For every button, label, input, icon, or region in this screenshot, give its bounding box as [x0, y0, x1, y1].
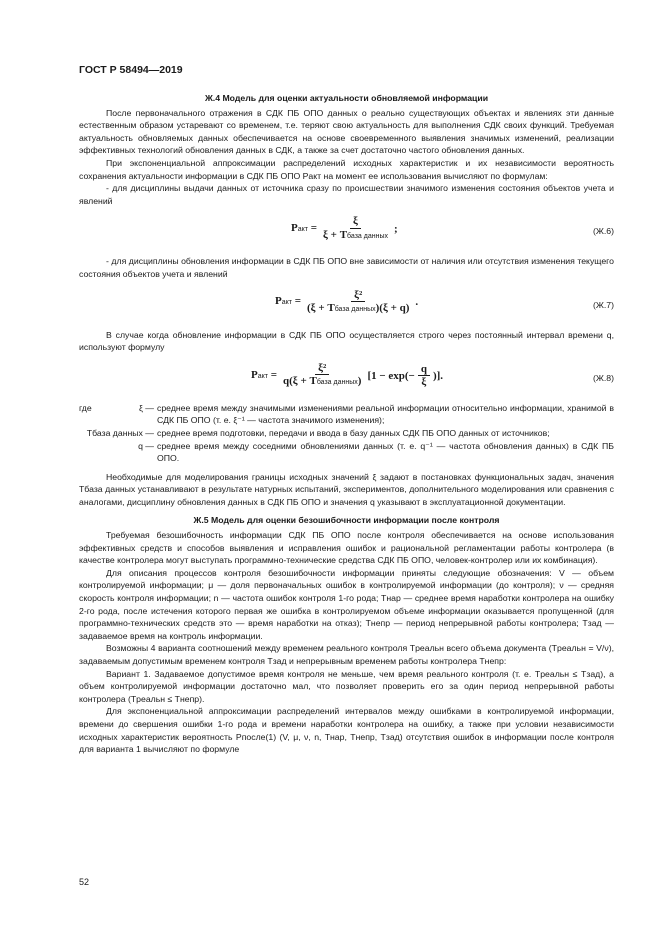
- paragraph: Требуемая безошибочность информации СДК ПБ ОПО после контроля обеспечивается на основе использования эффективных средств и способов выявления и исправления ошибок и рациональной регламентации работы контролера (в качестве контролера могут выступать программно-технические средства СДК ПБ ОПО, человек-контролер или их комбинация).: [79, 530, 614, 566]
- paragraph: После первоначального отражения в СДК ПБ ОПО данных о реально существующих объектах и явлениях эти данные естественным образом устаревают со временем, т.е. теряют свою актуальность для выполнения СДК своих функций. Требуемая актуальность обновляемых данных обеспечивается на основе своевременного выявления значимых изменений, реализации эффективных технологий обновления данных в СДК, а также за счет достаточно частого обновления данных.: [79, 107, 614, 156]
- formula-number: (Ж.7): [592, 299, 614, 310]
- document-body: [79, 92, 614, 756]
- paragraph: - для дисциплины выдачи данных от источника сразу по происшествии значимого изменения состояния объектов учета и явлений: [79, 183, 614, 206]
- symbol: Tбаза данных —: [86, 427, 154, 438]
- symbol-description: среднее время между значимыми изменениями реальной информации относительно информации, хранимой в СДК ПБ ОПО (т. е. ξ⁻¹ — частота значимого изменения);: [157, 402, 614, 426]
- symbol-description: среднее время подготовки, передачи и ввода в базу данных СДК ПБ ОПО данных от источников;: [157, 427, 550, 438]
- paragraph: - для дисциплины обновления информации в СДК ПБ ОПО вне зависимости от наличия или отсутствия изменения текущего состояния объектов учета и явлений: [79, 256, 614, 279]
- paragraph: Для описания процессов контроля безошибочности информации приняты следующие обозначения: V — объем контролируемой информации; μ — доля первоначальных ошибок в контролируемой информации (до контроля); ν — средняя скорость контроля информации; n — частота ошибок контроля 1-го рода; Tнар — среднее время наработки контролера на ошибку 2-го рода, после истечения которого первая же ошибка в контролируемом объеме информации оказывается пропущенной (для программно-технических средств это — время наработки на отказ); Tнепр — период непрерывной работы контролера; Tзад — задаваемое время на контроль информации.: [79, 567, 614, 641]
- section-heading-zh4: Ж.4 Модель для оценки актуальности обновляемой информации: [204, 93, 489, 103]
- document-header: ГОСТ Р 58494—2019: [79, 64, 183, 76]
- paragraph: Возможны 4 варианта соотношений между временем реального контроля Tреальн всего объема документа (Tреальн = V/ν), задаваемым допустимым временем контроля Tзад и непрерывным временем работы контролера Tнепр:: [79, 643, 614, 666]
- paragraph: Вариант 1. Задаваемое допустимое время контроля не меньше, чем время реального контроля (т. е. Tреальн ≤ Tзад), а объем контролируемой информации достаточно мал, что позволяет проверить его за один период непрерывной работы контролера (Tреальн ≤ Tнепр).: [79, 668, 614, 704]
- formula-number: (Ж.6): [592, 226, 614, 237]
- paragraph: Необходимые для моделирования границы исходных значений ξ задают в постановках функциональных задач, значения Tбаза данных устанавливают в результате натурных испытаний, экспериментов, дополнительного моделирования или сравнения с аналогами, дисциплину обновления данных в СДК ПБ ОПО и значения q указывают в эксплуатационной документации.: [79, 471, 614, 507]
- page-number: 52: [79, 877, 90, 887]
- formula-zh8: Pакт = $\frac{\text{ξ²}}{\text{q(ξ + Tбаза данных)}}$ [1 − exp(− $\frac{q}{\xi}$ )]. (Ж.8): [251, 361, 614, 389]
- symbol-definitions: [79, 402, 614, 465]
- paragraph: При экспоненциальной аппроксимации распределений исходных характеристик и их независимости вероятность сохранения актуальности информации в СДК ПБ ОПО Pакт на момент ее использования вычисляют по формулам:: [79, 157, 614, 181]
- section-heading-zh5: Ж.5 Модель для оценки безошибочности информации после контроля: [193, 515, 500, 526]
- formula-zh6: Pакт = $\frac{\xi}{\text{ξ + Tбаза данных}}$ ; (Ж.6): [291, 215, 614, 241]
- symbol-description: среднее время между соседними обновлениями данных (т. е. q⁻¹ — частота обновления данных) в СДК ПБ ОПО.: [157, 440, 614, 464]
- formula-zh7: Pакт = $\frac{\text{ξ²}}{\text{(ξ + Tбаза данных)(ξ + q)}}$ . (Ж.7): [275, 288, 614, 315]
- symbol: q —: [138, 440, 154, 451]
- symbol: ξ —: [139, 402, 154, 413]
- paragraph: В случае когда обновление информации в СДК ПБ ОПО осуществляется строго через постоянный интервал времени q, используют формулу: [79, 329, 614, 353]
- formula-number: (Ж.8): [592, 372, 614, 383]
- where-label: где: [79, 402, 92, 413]
- paragraph: Для экспоненциальной аппроксимации распределений интервалов между ошибками в контролируемой информации, времени до свершения ошибки 1-го рода и времени наработки контролера на ошибку, а также при условии независимости исходных характеристик вероятность Pпосле(1) (V, μ, ν, n, Tнар, Tнепр, Tзад) отсутствия ошибок в информации после контроля для варианта 1 вычисляют по формуле: [79, 706, 614, 755]
